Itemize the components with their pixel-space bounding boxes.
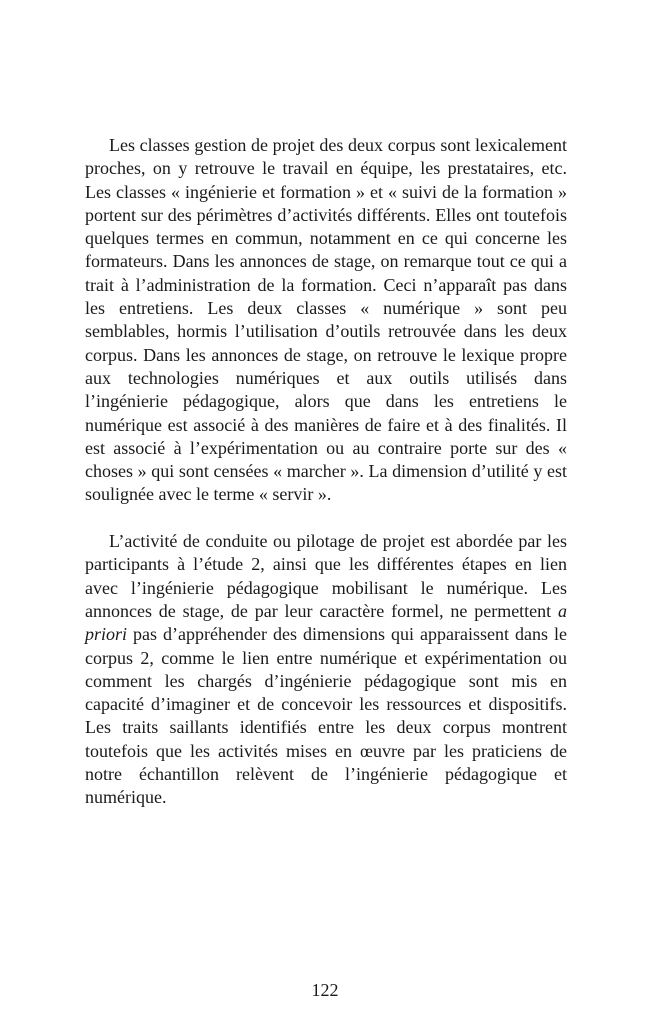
paragraph-2 <box>85 530 567 810</box>
body-text <box>85 134 567 810</box>
paragraph-2-text-start: L’activité de conduite ou pilotage de projet est abordée par les participants à l’étude 2, ainsi que les différentes étapes en lien avec l’ingénierie pédagogique mobilisant le numérique. Les annonces de stage, de par leur caractère formel, ne permettent <box>85 531 567 621</box>
paragraph-1: Les classes gestion de projet des deux corpus sont lexicalement proches, on y retrouve le travail en équipe, les prestataires, etc. Les classes « ingénierie et formation » et « suivi de la formation » portent sur des périmètres d’activités différents. Elles ont toutefois quelques termes en commun, notamment en ce qui concerne les formateurs. Dans les annonces de stage, on remarque tout ce qui a trait à l’administration de la formation. Ceci n’apparaît pas dans les entretiens. Les deux classes « numérique » sont peu semblables, hormis l’utilisation d’outils retrouvée dans les deux corpus. Dans les annonces de stage, on retrouve le lexique propre aux technologies numériques et aux outils utilisés dans l’ingénierie pédagogique, alors que dans les entretiens le numérique est associé à des manières de faire et à des finalités. Il est associé à l’expérimentation ou au contraire porte sur des « choses » qui sont censées « marcher ». La dimension d’utilité y est soulignée avec le terme « servir ». <box>85 135 567 505</box>
paragraph-2-italic-phrase: a priori <box>85 600 567 645</box>
page-number: 122 <box>311 980 339 1000</box>
paragraph-2-text-end: pas d’appréhender des dimensions qui apparaissent dans le corpus 2, comme le lien entre numérique et expérimentation ou comment les chargés d’ingénierie pédagogique sont mis en capacité d’imaginer et de concevoir les ressources et dispositifs. Les traits saillants identifiés entre les deux corpus montrent toutefois que les activités mises en œuvre par les praticiens de notre échantillon relèvent de l’ingénierie pédagogique et numérique. <box>85 624 567 808</box>
